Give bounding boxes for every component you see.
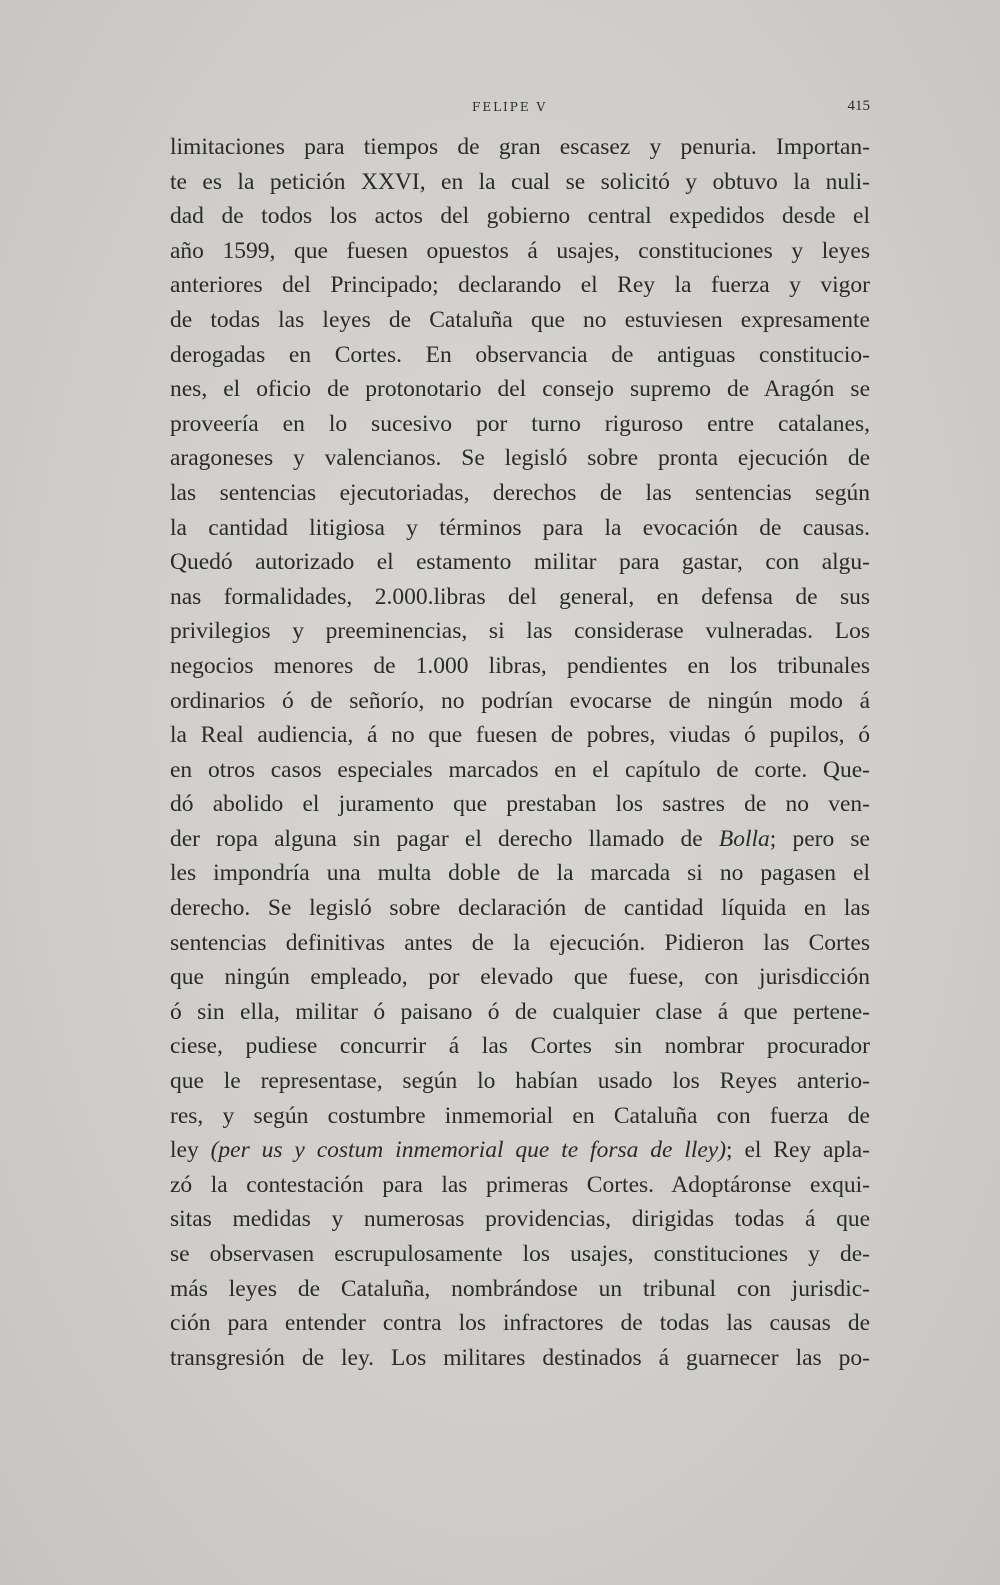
text-line: Quedó autorizado el estamento militar para gastar, con algu- bbox=[170, 549, 870, 576]
text-line: sitas medidas y numerosas providencias, dirigidas todas á que bbox=[170, 1206, 870, 1233]
body-text bbox=[170, 130, 870, 1375]
text-line: aragoneses y valencianos. Se legisló sobre pronta ejecución de bbox=[170, 445, 870, 472]
text-line: dad de todos los actos del gobierno central expedidos desde el bbox=[170, 203, 870, 230]
text-line: dó abolido el juramento que prestaban los sastres de no ven- bbox=[170, 791, 870, 818]
text-line: te es la petición XXVI, en la cual se solicitó y obtuvo la nuli- bbox=[170, 168, 870, 195]
text-line: ordinarios ó de señorío, no podrían evocarse de ningún modo á bbox=[170, 687, 870, 714]
text-line: que le representase, según lo habían usado los Reyes anterio- bbox=[170, 1068, 870, 1095]
running-title: FELIPE V bbox=[472, 100, 548, 114]
text-line: limitaciones para tiempos de gran escasez y penuria. Importan- bbox=[170, 134, 870, 160]
text-line: en otros casos especiales marcados en el capítulo de corte. Que- bbox=[170, 756, 870, 783]
text-line: negocios menores de 1.000 libras, pendientes en los tribunales bbox=[170, 652, 870, 679]
page-number: 415 bbox=[847, 98, 870, 114]
text-line: derecho. Se legisló sobre declaración de cantidad líquida en las bbox=[170, 895, 870, 922]
running-head bbox=[172, 100, 872, 124]
text-line: se observasen escrupulosamente los usajes, constituciones y de- bbox=[170, 1241, 870, 1267]
text-line: ó sin ella, militar ó paisano ó de cualquier clase á que pertene- bbox=[170, 998, 870, 1025]
text-line: que ningún empleado, por elevado que fuese, con jurisdicción bbox=[170, 964, 870, 991]
text-line: res, y según costumbre inmemorial en Cataluña con fuerza de bbox=[170, 1102, 870, 1129]
text-line: ciese, pudiese concurrir á las Cortes sin nombrar procurador bbox=[170, 1033, 870, 1060]
text-line: las sentencias ejecutoriadas, derechos de las sentencias según bbox=[170, 479, 870, 506]
text-line: ción para entender contra los infractores de todas las causas de bbox=[170, 1310, 870, 1337]
text-line: más leyes de Cataluña, nombrándose un tribunal con jurisdic- bbox=[170, 1275, 870, 1302]
italic-phrase: (per us y costum inmemorial que te forsa de lley) bbox=[210, 1137, 727, 1164]
text-line: nas formalidades, 2.000.libras del general, en defensa de sus bbox=[170, 583, 870, 610]
text-line: la Real audiencia, á no que fuesen de pobres, viudas ó pupilos, ó bbox=[170, 722, 870, 749]
text-line: año 1599, que fuesen opuestos á usajes, constituciones y leyes bbox=[170, 237, 870, 264]
text-line: ley (per us y costum inmemorial que te forsa de lley); el Rey apla- bbox=[170, 1137, 870, 1164]
text-line: privilegios y preeminencias, si las considerase vulneradas. Los bbox=[170, 618, 870, 645]
text-line: sentencias definitivas antes de la ejecución. Pidieron las Cortes bbox=[170, 929, 870, 956]
text-line: les impondría una multa doble de la marcada si no pagasen el bbox=[170, 860, 870, 887]
text-line: transgresión de ley. Los militares destinados á guarnecer las po- bbox=[170, 1344, 870, 1371]
text-line: derogadas en Cortes. En observancia de antiguas constitucio- bbox=[170, 341, 870, 368]
text-line: zó la contestación para las primeras Cortes. Adoptáronse exqui- bbox=[170, 1171, 870, 1198]
text-line: de todas las leyes de Cataluña que no estuviesen expresamente bbox=[170, 306, 870, 333]
italic-phrase: Bolla bbox=[718, 825, 770, 852]
text-line: anteriores del Principado; declarando el Rey la fuerza y vigor bbox=[170, 272, 870, 299]
text-line: nes, el oficio de protonotario del consejo supremo de Aragón se bbox=[170, 376, 870, 403]
text-line: la cantidad litigiosa y términos para la evocación de causas. bbox=[170, 514, 870, 541]
text-line: proveería en lo sucesivo por turno riguroso entre catalanes, bbox=[170, 410, 870, 437]
text-line: der ropa alguna sin pagar el derecho llamado de Bolla; pero se bbox=[170, 825, 870, 852]
